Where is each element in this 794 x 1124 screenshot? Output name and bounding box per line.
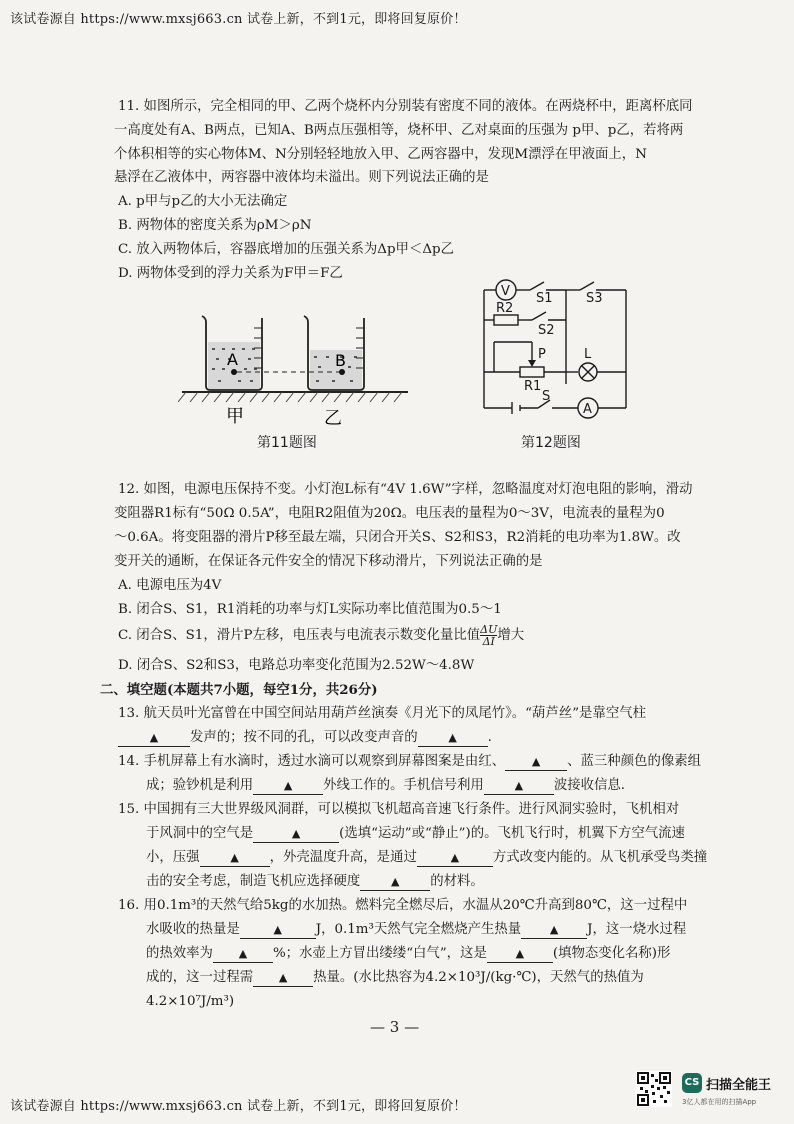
q12-stem-line2: 变阻器R1标有“50Ω 0.5A”，电阻R2阻值为20Ω。电压表的量程为0～3V，电流表的量程为0: [114, 506, 665, 521]
q16-line3: [146, 942, 670, 966]
q16-line3-text-b: %；水壶上方冒出缕缕“白气”，这是: [272, 946, 487, 961]
q12-option-c: [118, 624, 524, 648]
q14-line1-end: 、蓝三种颜色的像素组: [567, 754, 702, 769]
footer-watermark-text: 该试卷源自 https://www.mxsj663.cn 试卷上新，不到1元，即将回复原价！: [10, 1099, 467, 1114]
fraction-denominator: ΔI: [482, 635, 495, 648]
switch-s2-label: S2: [538, 323, 555, 338]
q11-option-b: B. 两物体的密度关系为ρM＞ρN: [118, 218, 312, 233]
figure-11-beakers: [178, 300, 414, 430]
blank-triangle-icon: ▲: [149, 731, 159, 744]
q16-line5: 4.2×10⁷J/m³): [146, 994, 235, 1009]
scanner-subtitle: 3亿人都在用的扫描App: [682, 1098, 757, 1106]
delta-u-over-delta-i: [480, 624, 497, 647]
blank-triangle-icon: ▲: [391, 875, 400, 888]
q11-stem-line4: 悬浮在乙液体中，两容器中液体均未溢出。则下列说法正确的是: [114, 170, 489, 185]
q13-line1: 13. 航天员叶光富曾在中国空间站用葫芦丝演奏《月光下的凤尾竹》。“葫芦丝”是靠空气柱: [118, 706, 646, 721]
q16-line4-text-b: 热量。(水比热容为4.2×10³J/(kg·℃)，天然气的热值为: [313, 970, 644, 985]
q13-line2-text: 发声的；按不同的孔，可以改变声音的: [190, 730, 418, 745]
figure-11-label-b: B: [335, 351, 346, 370]
lamp-l-label: L: [584, 347, 592, 362]
q15-line2: [146, 822, 685, 846]
blank-triangle-icon: ▲: [450, 851, 460, 864]
q15-line3-text-b: ，外壳温度升高，是通过: [269, 850, 417, 865]
figure-12-circuit: [470, 272, 640, 422]
blank-triangle-icon: ▲: [230, 851, 239, 864]
q11-option-c: C. 放入两物体后，容器底增加的压强关系为Δp甲＜Δp乙: [118, 242, 454, 257]
q12-option-c-pre: C. 闭合S、S1，滑片P左移，电压表与电流表示数变化量比值: [118, 628, 481, 643]
q14-line2-text-b: 外线工作的。手机信号利用: [323, 778, 484, 793]
blank-triangle-icon: ▲: [278, 971, 288, 984]
resistor-r2-label: R2: [496, 301, 514, 316]
fraction-numerator: ΔU: [480, 623, 498, 636]
answer-blank[interactable]: [487, 945, 553, 963]
voltmeter-label: V: [501, 284, 510, 299]
q15-line3-text-c: 方式改变内能的。从飞机承受鸟类撞: [492, 850, 708, 865]
q15-line4-text-b: 的材料。: [430, 874, 484, 889]
q14-line2-text-c: 波接收信息.: [553, 778, 626, 793]
qr-code-icon: [636, 1071, 672, 1107]
answer-blank[interactable]: [253, 969, 313, 987]
q11-stem-line2: 一高度处有A、B两点，已知A、B两点压强相等，烧杯甲、乙对桌面的压强为 p甲、p乙，若将两: [114, 123, 684, 138]
q13-line2-end: .: [487, 730, 492, 745]
blank-triangle-icon: ▲: [283, 779, 293, 792]
q12-stem-line3: ～0.6A。将变阻器的滑片P移至最左端，只闭合开关S、S2和S3，R2消耗的电功率为1.8W。改: [114, 530, 681, 545]
q16-line2: [146, 918, 686, 942]
q15-line3-text-a: 小，压强: [146, 850, 200, 865]
q12-option-a: A. 电源电压为4V: [118, 578, 222, 593]
q14-line2: [146, 774, 625, 798]
q11-option-a: A. p甲与p乙的大小无法确定: [118, 194, 288, 209]
blank-triangle-icon: ▲: [238, 947, 248, 960]
q12-option-c-post: 增大: [497, 628, 525, 643]
figure-12-caption: 第12题图: [521, 435, 581, 451]
answer-blank[interactable]: [240, 921, 316, 939]
figure-11-label-a: A: [227, 350, 238, 369]
switch-s-label: S: [542, 389, 551, 404]
q15-line2-text-a: 于风洞中的空气是: [146, 826, 254, 841]
q11-stem-line1: 11. 如图所示，完全相同的甲、乙两个烧杯内分别装有密度不同的液体。在两烧杯中，距离杯底同: [118, 99, 693, 114]
q14-line1: [118, 750, 701, 774]
q12-stem-line4: 变开关的通断，在保证各元件安全的情况下移动滑片，下列说法正确的是: [114, 554, 543, 569]
q16-line4-text-a: 成的，这一过程需: [146, 970, 254, 985]
section-2-title: 二、填空题(本题共7小题，每空1分，共26分): [100, 682, 378, 698]
q14-line2-text-a: 成；验钞机是利用: [146, 778, 254, 793]
blank-triangle-icon: ▲: [515, 947, 525, 960]
page-number: — 3 —: [370, 1018, 420, 1036]
switch-s3-label: S3: [586, 291, 603, 306]
answer-blank[interactable]: [200, 849, 270, 867]
q11-option-d: D. 两物体受到的浮力关系为F甲＝F乙: [118, 266, 343, 281]
blank-triangle-icon: ▲: [448, 731, 457, 744]
figure-11-left-name: 甲: [226, 406, 244, 427]
q15-line4: [146, 870, 484, 894]
q12-option-b: B. 闭合S、S1，R1消耗的功率与灯L实际功率比值范围为0.5～1: [118, 602, 502, 617]
answer-blank[interactable]: [213, 945, 273, 963]
answer-blank[interactable]: [484, 777, 554, 795]
ammeter-label: A: [583, 402, 592, 417]
blank-triangle-icon: ▲: [273, 923, 282, 936]
q12-option-d: D. 闭合S、S2和S3，电路总功率变化范围为2.52W～4.8W: [118, 658, 475, 673]
q16-line1: 16. 用0.1m³的天然气给5kg的水加热。燃料完全燃尽后，水温从20℃升高到80℃，这一过程中: [118, 898, 688, 913]
blank-triangle-icon: ▲: [291, 827, 301, 840]
blank-triangle-icon: ▲: [514, 779, 524, 792]
q13-line2: [118, 726, 492, 750]
q15-line4-text-a: 击的安全考虑，制造飞机应选择硬度: [146, 874, 361, 889]
q16-line3-text-c: (填物态变化名称)形: [552, 946, 671, 961]
q15-line3: [146, 846, 707, 870]
q16-line2-text-c: J，这一烧水过程: [587, 922, 687, 937]
q11-stem-line3: 个体积相等的实心物体M、N分别轻轻地放入甲、乙两容器中，发现M漂浮在甲液面上，N: [114, 147, 647, 162]
q16-line2-text-b: J，0.1m³天然气完全燃烧产生热量: [315, 922, 522, 937]
slider-p-label: P: [538, 347, 546, 362]
q12-stem-line1: 12. 如图，电源电压保持不变。小灯泡L标有“4V 1.6W”字样，忽略温度对灯泡电阻的影响，滑动: [118, 482, 693, 497]
cs-badge-icon: CS: [682, 1073, 702, 1093]
q15-line2-text-b: (选填“运动”或“静止”)的。飞机飞行时，机翼下方空气流速: [339, 826, 685, 841]
header-watermark-text: 该试卷源自 https://www.mxsj663.cn 试卷上新，不到1元，即将回复原价！: [10, 12, 467, 27]
answer-blank[interactable]: [253, 825, 339, 843]
blank-triangle-icon: ▲: [531, 755, 541, 768]
answer-blank[interactable]: [505, 753, 567, 771]
q14-line1-text: 14. 手机屏幕上有水滴时，透过水滴可以观察到屏幕图案是由红、: [118, 754, 506, 769]
resistor-r1-label: R1: [524, 379, 542, 394]
q16-line4: [146, 966, 644, 990]
answer-blank[interactable]: [417, 849, 493, 867]
figure-11-right-name: 乙: [324, 408, 342, 429]
q16-line2-text-a: 水吸收的热量是: [146, 922, 240, 937]
answer-blank[interactable]: [118, 729, 190, 747]
answer-blank[interactable]: [521, 921, 587, 939]
switch-s1-label: S1: [536, 291, 553, 306]
answer-blank[interactable]: [418, 729, 488, 747]
scanner-title: 扫描全能王: [706, 1078, 772, 1093]
figure-11-caption: 第11题图: [257, 435, 317, 451]
blank-triangle-icon: ▲: [549, 923, 559, 936]
answer-blank[interactable]: [360, 873, 430, 891]
answer-blank[interactable]: [253, 777, 323, 795]
q16-line3-text-a: 的热效率为: [146, 946, 213, 961]
q15-line1: 15. 中国拥有三大世界级风洞群，可以模拟飞机超高音速飞行条件。进行风洞实验时，飞机相对: [118, 802, 680, 817]
